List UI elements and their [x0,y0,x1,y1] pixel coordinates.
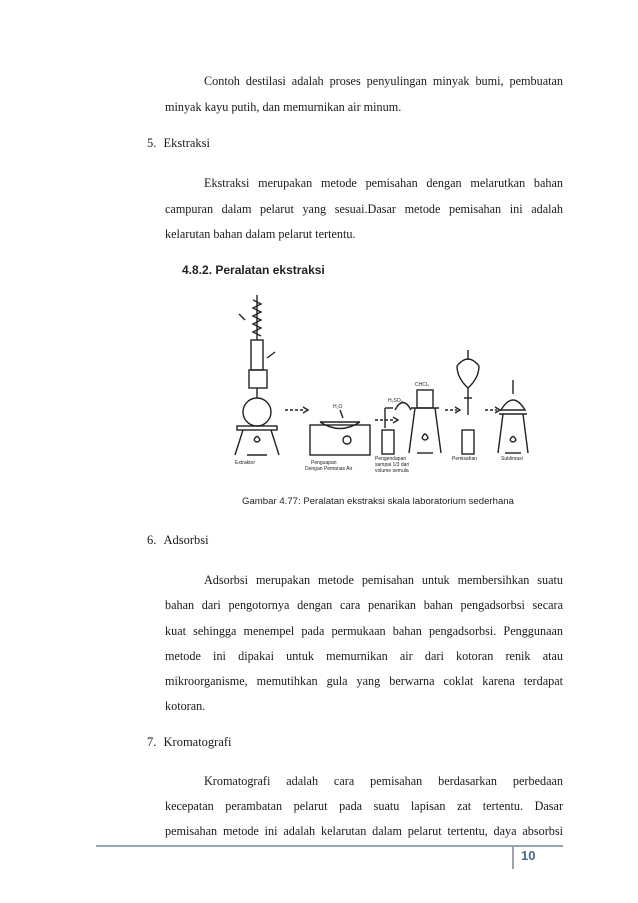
label-precipitate-2: sampai 1/3 dari [375,462,410,468]
kromatografi-line-1: Kromatografi adalah cara pemisahan berdasarkan perbedaan [204,774,563,788]
label-precipitate-3: volume semula [375,468,409,474]
section-number: 6. [147,533,157,547]
label-h2so4: H₂SO₄ [388,398,403,404]
evaporation-apparatus [310,410,370,455]
section-title: Ekstraksi [163,136,211,150]
extractor-apparatus [235,295,279,455]
ekstraksi-line-1: Ekstraksi merupakan metode pemisahan dengan melarutkan bahan [204,176,563,190]
adsorbsi-line-3: kuat sehingga menempel pada permukaan bahan pengadsorbsi. Penggunaan [165,624,563,638]
extraction-apparatus-figure [225,290,535,485]
adsorbsi-line-6: kotoran. [165,699,206,713]
section-title: Adsorbsi [163,533,209,547]
sublimation-apparatus [498,380,528,453]
adsorbsi-line-5: mikroorganisme, memutihkan gula yang berwarna coklat karena terdapat [165,674,563,688]
kromatografi-line-2: kecepatan perambatan pelarut pada suatu lapisan zat tertentu. Dasar [165,799,563,813]
ekstraksi-line-3: kelarutan bahan dalam pelarut tertentu. [165,227,356,241]
label-h2o: H₂O [333,404,343,410]
section-heading-ekstraksi [147,136,210,151]
precipitation-apparatus [382,403,411,455]
separating-funnel [457,350,479,454]
adsorbsi-line-4: metode ini dipakai untuk memurnikan air dari kotoran renik atau [165,649,563,663]
page-number: 10 [521,848,536,863]
label-evaporation: Penguapan [311,460,337,466]
adsorbsi-line-2: bahan dari pengotornya dengan cara penarikan bahan pengadsorbsi secara [165,598,563,612]
label-precipitate: Pengendapan [375,456,407,462]
intro-line-1: Contoh destilasi adalah proses penyulingan minyak bumi, pembuatan [204,74,563,88]
label-evaporation-2: Dengan Pemanas Air [305,466,353,472]
adsorbsi-line-1: Adsorbsi merupakan metode pemisahan untuk membersihkan suatu [204,573,563,587]
section-title: Kromatografi [163,735,232,749]
section-number: 7. [147,735,157,749]
section-heading-adsorbsi [147,533,209,548]
intro-line-2: minyak kayu putih, dan memurnikan air minum. [165,100,402,114]
label-chcl3: CHCl₃ [415,382,429,388]
label-extractor: Extraktor [235,460,256,466]
separation-heating-apparatus [409,390,441,453]
figure-title: 4.8.2. Peralatan ekstraksi [182,263,325,277]
label-separation: Pemisahan [452,456,478,462]
kromatografi-line-3: pemisahan metode ini adalah kelarutan dalam pelarut tertentu, daya absorbsi [165,824,563,838]
figure-caption: Gambar 4.77: Peralatan ekstraksi skala laboratorium sederhana [242,496,514,507]
page-number-divider [512,847,514,869]
section-heading-kromatografi [147,735,232,750]
section-number: 5. [147,136,157,150]
label-sublimation: Sublimasi [501,456,523,462]
footer-rule [96,845,563,847]
ekstraksi-line-2: campuran dalam pelarut yang sesuai.Dasar metode pemisahan ini adalah [165,202,563,216]
